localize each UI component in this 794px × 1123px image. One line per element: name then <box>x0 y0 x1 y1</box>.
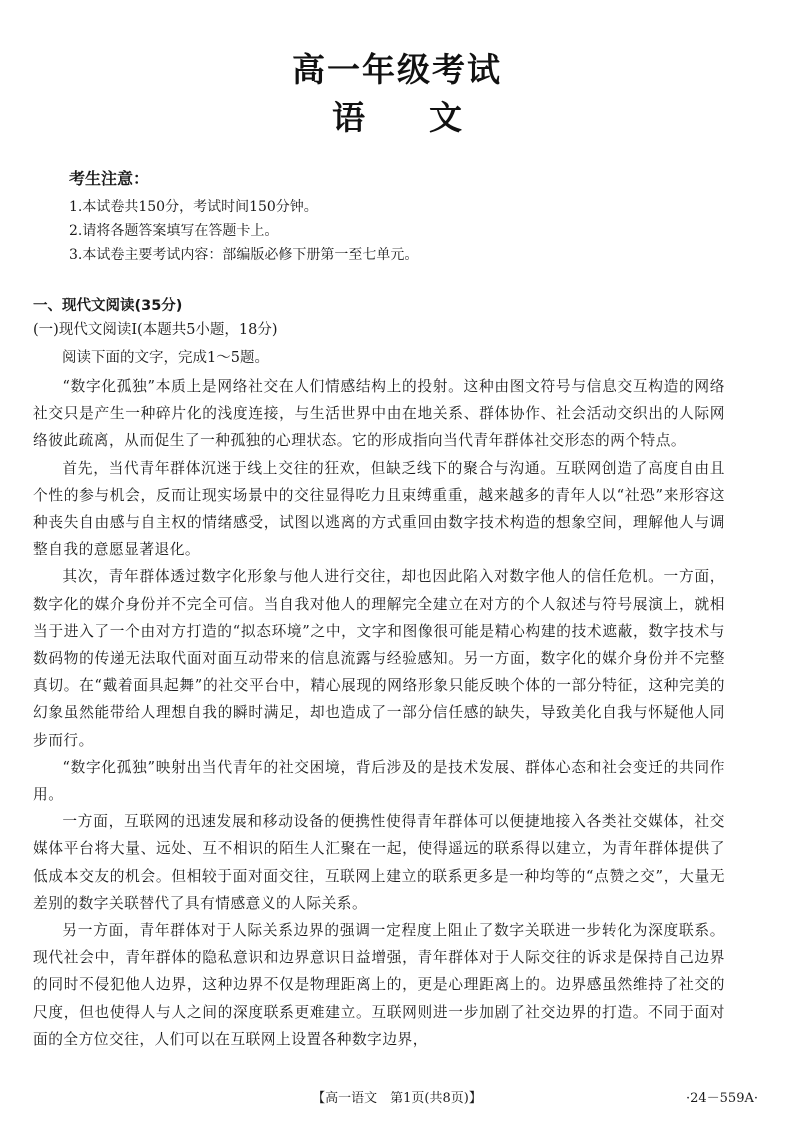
subject-char-left: 语 <box>332 98 365 137</box>
passage-paragraph: 其次，青年群体透过数字化形象与他人进行交往，却也因此陷入对数字他人的信任危机。一方面，数字化的媒介身份并不完全可信。当自我对他人的理解完全建立在对方的个人叙述与符号展演上，就相当于进入了一个由对方打造的“拟态环境”之中，文字和图像很可能是精心构建的技术遮蔽，数字技术与数码物的传递无法取代面对面互动带来的信息流露与经验感知。另一方面，数字化的媒介身份并不完整真切。在“戴着面具起舞”的社交平台中，精心展现的网络形象只能反映个体的一部分特征，这种完美的幻象虽然能带给人理想自我的瞬时满足，却也造成了一部分信任感的缺失，导致美化自我与怀疑他人同步而行。 <box>33 568 725 749</box>
passage-paragraph: 首先，当代青年群体沉迷于线上交往的狂欢，但缺乏线下的聚合与沟通。互联网创造了高度自由且个性的参与机会，反而让现实场景中的交往显得吃力且束缚重重，越来越多的青年人以“社恐”来形容这种丧失自由感与自主权的情绪感受，试图以逃离的方式重回由数字技术构造的想象空间，理解他人与调整自我的意愿显著退化。 <box>33 459 725 559</box>
notice-item: 1.本试卷共150分，考试时间150分钟。 <box>69 199 318 215</box>
section-heading: 一、现代文阅读(35分) <box>33 298 183 314</box>
passage-paragraph: 一方面，互联网的迅速发展和移动设备的便携性使得青年群体可以便捷地接入各类社交媒体，社交媒体平台将大量、远处、互不相识的陌生人汇聚在一起，使得遥远的联系得以建立，为青年群体提供了低成本交友的机会。但相较于面对面交往，互联网上建立的联系更多是一种均等的“点赞之交”，大量无差别的数字关联替代了具有情感意义的人际关系。 <box>33 813 725 912</box>
subsection-heading: (一)现代文阅读Ⅰ(本题共5小题，18分) <box>33 322 278 338</box>
passage-paragraph: “数字化孤独”本质上是网络社交在人们情感结构上的投射。这种由图文符号与信息交互构造的网络社交只是产生一种碎片化的浅度连接，与生活世界中由在地关系、群体协作、社会活动交织出的人际网络彼此疏离，从而促生了一种孤独的心理状态。它的形成指向当代青年群体社交形态的两个特点。 <box>33 378 725 450</box>
notice-heading: 考生注意： <box>69 169 150 188</box>
candidate-notice <box>69 166 709 267</box>
page-number-label: 【高一语文 第1页(共8页)】 <box>312 1091 482 1106</box>
reading-instruction: 阅读下面的文字，完成1～5题。 <box>62 350 269 366</box>
passage-paragraph: “数字化孤独”映射出当代青年的社交困境，背后涉及的是技术发展、群体心态和社会变迁的共同作用。 <box>33 758 725 804</box>
subject-char-right: 文 <box>429 98 462 137</box>
notice-item: 2.请将各题答案填写在答题卡上。 <box>69 223 279 239</box>
subject-title <box>0 92 794 139</box>
exam-code: ·24－559A· <box>685 1091 758 1106</box>
reading-passage <box>33 373 725 1053</box>
exam-title: 高一年级考试 <box>292 50 502 89</box>
notice-item: 3.本试卷主要考试内容：部编版必修下册第一至七单元。 <box>69 247 419 263</box>
passage-paragraph: 另一方面，青年群体对于人际关系边界的强调一定程度上阻止了数字关联进一步转化为深度联系。现代社会中，青年群体的隐私意识和边界意识日益增强，青年群体对于人际交往的诉求是保持自己边界的同时不侵犯他人边界，这种边界不仅是物理距离上的，更是心理距离上的。边界感虽然维持了社交的尺度，但也使得人与人之间的深度联系更难建立。互联网则进一步加剧了社交边界的打造。不同于面对面的全方位交往，人们可以在互联网上设置各种数字边界， <box>33 922 725 1048</box>
